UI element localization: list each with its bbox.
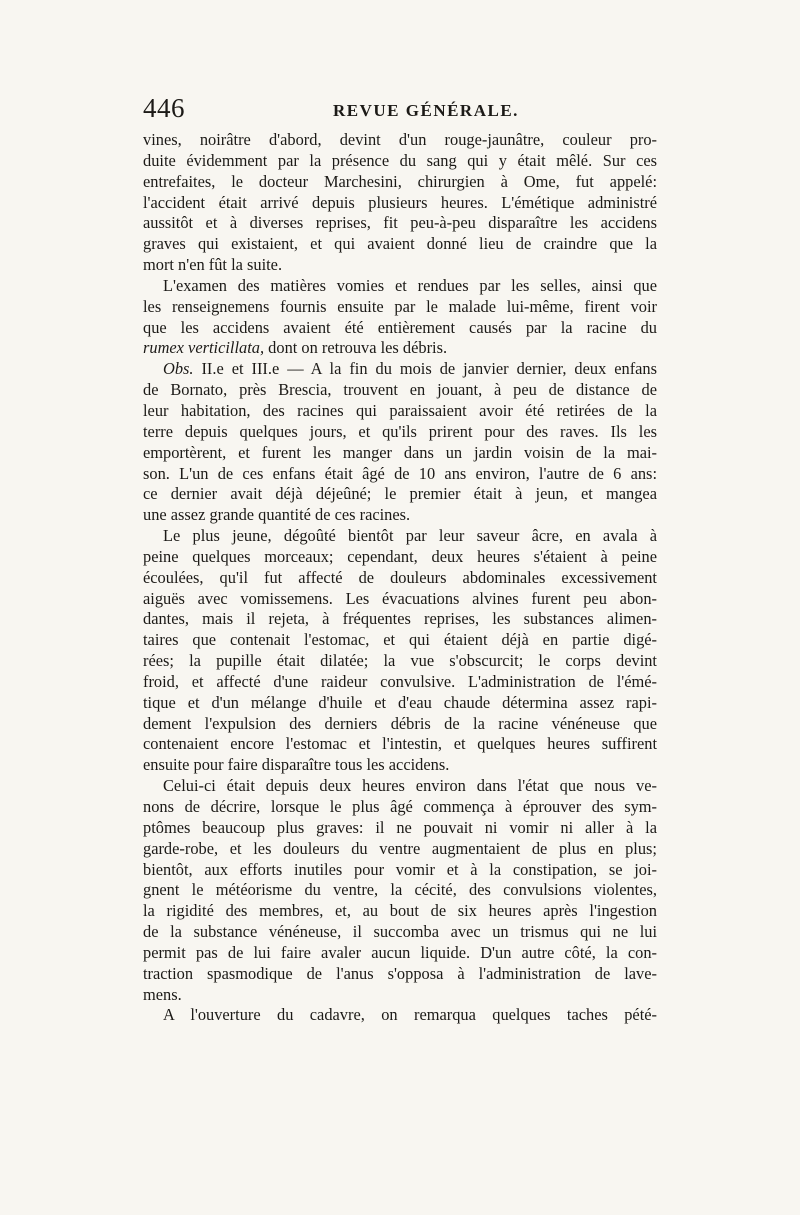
text-line: la rigidité des membres, et, au bout de six heures après l'ingestion — [143, 901, 657, 921]
text-span: II.e et III.e — A la fin du mois de janvier dernier, deux enfans — [193, 359, 657, 379]
species-name: rumex verticillata, — [143, 338, 265, 358]
page-header — [143, 93, 657, 127]
text-line: entrefaites, le docteur Marchesini, chirurgien à Ome, fut appelé: — [143, 171, 657, 191]
text-line: ensuite pour faire disparaître tous les accidens. — [143, 755, 450, 775]
paragraph — [143, 776, 657, 1005]
text-span: dont on retrouva les débris. — [264, 338, 448, 358]
text-line — [143, 338, 657, 359]
text-line: terre depuis quelques jours, et qu'ils prirent pour des raves. Ils les — [143, 421, 657, 441]
text-line: taires que contenait l'estomac, et qui étaient déjà en partie digé- — [143, 630, 657, 650]
text-line: de la substance vénéneuse, il succomba avec un trismus qui ne lui — [143, 922, 657, 942]
text-line: L'examen des matières vomies et rendues par les selles, ainsi que — [163, 275, 657, 295]
text-line: ptômes beaucoup plus graves: il ne pouvait ni vomir ni aller à la — [143, 817, 657, 837]
text-line: Celui-ci était depuis deux heures environ dans l'état que nous ve- — [163, 776, 657, 796]
text-line: aussitôt et à diverses reprises, fit peu-à-peu disparaître les accidens — [143, 213, 657, 233]
text-line: aiguës avec vomissemens. Les évacuations alvines furent peu abon- — [143, 588, 657, 608]
text-line: tique et d'un mélange d'huile et d'eau chaude détermina assez rapi- — [143, 692, 657, 712]
body-text — [143, 130, 657, 1026]
running-title: REVUE GÉNÉRALE. — [333, 101, 519, 120]
text-line: traction spasmodique de l'anus s'opposa à l'administration de lave- — [143, 963, 657, 983]
text-line: dantes, mais il rejeta, à fréquentes reprises, les substances alimen- — [143, 609, 657, 629]
text-line: écoulées, qu'il fut affecté de douleurs abdominales excessivement — [143, 567, 657, 587]
text-line: emportèrent, et furent les manger dans un jardin voisin de la mai- — [143, 442, 657, 462]
text-line: garde-robe, et les douleurs du ventre augmentaient de plus en plus; — [143, 838, 657, 858]
paragraph — [143, 130, 657, 276]
paragraph — [143, 359, 657, 526]
text-line: gnent le météorisme du ventre, la cécité, des convulsions violentes, — [143, 880, 657, 900]
text-line: dement l'expulsion des derniers débris de la racine vénéneuse que — [143, 713, 657, 733]
text-line: Le plus jeune, dégoûté bientôt par leur saveur âcre, en avala à — [163, 526, 657, 546]
text-line: graves qui existaient, et qui avaient donné lieu de craindre que la — [143, 234, 657, 254]
text-line: que les accidens avaient été entièrement causés par la racine du — [143, 317, 657, 337]
text-line: l'accident était arrivé depuis plusieurs heures. L'émétique administré — [143, 192, 657, 212]
text-line: permit pas de lui faire avaler aucun liquide. D'un autre côté, la con- — [143, 942, 657, 962]
text-line: A l'ouverture du cadavre, on remarqua quelques taches pété- — [163, 1005, 657, 1025]
text-line: leur habitation, des racines qui paraissaient avoir été retirées de la — [143, 400, 657, 420]
text-line: mort n'en fût la suite. — [143, 255, 283, 275]
text-line: contenaient encore l'estomac et l'intestin, et quelques heures suffirent — [143, 734, 657, 754]
text-line: nons de décrire, lorsque le plus âgé commença à éprouver des sym- — [143, 797, 657, 816]
text-line: une assez grande quantité de ces racines. — [143, 505, 411, 525]
paragraph — [143, 276, 657, 359]
observation-label: Obs. — [163, 359, 194, 379]
text-line: rées; la pupille était dilatée; la vue s'obscurcit; le corps devint — [143, 651, 657, 671]
text-line: mens. — [143, 984, 182, 1004]
paragraph — [143, 1005, 657, 1026]
paragraph — [143, 526, 657, 776]
text-line: vines, noirâtre d'abord, devint d'un rouge-jaunâtre, couleur pro- — [143, 130, 657, 149]
text-line: bientôt, aux efforts inutiles pour vomir et à la constipation, se joi- — [143, 859, 657, 879]
page-number: 446 — [143, 93, 185, 123]
text-line: peine quelques morceaux; cependant, deux heures s'étaient à peine — [143, 546, 657, 566]
text-line: de Bornato, près Brescia, trouvent en jouant, à peu de distance de — [143, 380, 657, 400]
text-line: froid, et affecté d'une raideur convulsive. L'administration de l'émé- — [143, 671, 657, 691]
text-line — [143, 359, 657, 380]
text-line: duite évidemment par la présence du sang qui y était mêlé. Sur ces — [143, 150, 657, 170]
text-line: son. L'un de ces enfans était âgé de 10 ans environ, l'autre de 6 ans: — [143, 463, 657, 483]
text-line: ce dernier avait déjà déjeûné; le premier était à jeun, et mangea — [143, 484, 657, 504]
text-line: les renseignemens fournis ensuite par le malade lui-même, firent voir — [143, 296, 657, 316]
